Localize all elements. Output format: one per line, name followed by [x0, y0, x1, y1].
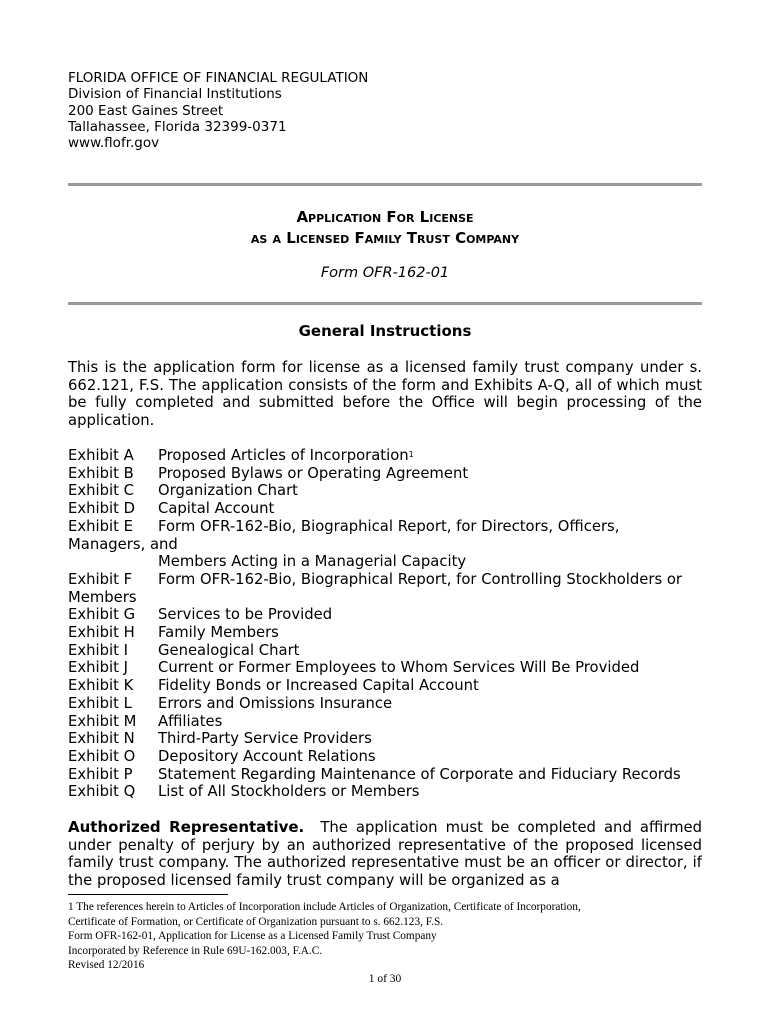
authorized-rep-heading: Authorized Representative. — [68, 819, 305, 836]
agency-name: FLORIDA OFFICE OF FINANCIAL REGULATION — [68, 70, 369, 86]
section-heading: General Instructions — [298, 322, 472, 340]
exhibit-text: Statement Regarding Maintenance of Corporate and Fiduciary Records — [158, 765, 681, 783]
exhibit-row — [68, 713, 222, 731]
exhibit-text: Form OFR-162-Bio, Biographical Report, for Controlling Stockholders or — [158, 570, 683, 588]
division-name: Division of Financial Institutions — [68, 86, 282, 103]
exhibit-text: Proposed Articles of Incorporation — [158, 447, 409, 464]
divider-top — [68, 183, 702, 186]
authorized-rep-paragraph — [68, 819, 702, 891]
exhibit-row — [68, 606, 332, 624]
exhibit-row — [68, 659, 639, 677]
exhibit-text: Errors and Omissions Insurance — [158, 694, 393, 712]
exhibit-row — [68, 695, 392, 713]
exhibit-label: Exhibit P — [68, 765, 133, 783]
exhibit-text: Affiliates — [158, 712, 223, 730]
divider-bottom — [68, 302, 702, 305]
exhibit-text: Capital Account — [158, 500, 275, 518]
exhibit-row — [68, 748, 376, 766]
exhibit-row — [68, 766, 681, 784]
exhibit-row — [68, 465, 468, 483]
exhibit-label: Exhibit A — [68, 447, 134, 464]
exhibit-wrap-line: Managers, and — [68, 535, 178, 553]
exhibit-text: List of All Stockholders or Members — [158, 783, 420, 801]
website-link[interactable]: www.flofr.gov — [68, 135, 160, 152]
exhibit-indent-line: Members Acting in a Managerial Capacity — [158, 553, 467, 571]
exhibit-label: Exhibit N — [68, 730, 135, 748]
footer-revised-date: Revised 12/2016 — [68, 959, 145, 971]
exhibit-label: Exhibit K — [68, 677, 134, 695]
city-state-zip: Tallahassee, Florida 32399-0371 — [68, 118, 287, 135]
form-title-line2: as a Licensed Family Trust Company — [250, 229, 520, 247]
exhibit-row — [68, 624, 279, 642]
exhibit-row — [68, 730, 372, 748]
exhibit-row — [68, 783, 419, 801]
exhibit-text: Proposed Bylaws or Operating Agreement — [158, 464, 469, 482]
exhibit-label: Exhibit J — [68, 659, 128, 677]
footnote-ref: 1 — [408, 450, 414, 459]
footnote-line: Certificate of Formation, or Certificate of Organization pursuant to s. 662.123, F.S. — [68, 915, 444, 928]
exhibit-text: Fidelity Bonds or Increased Capital Account — [158, 677, 479, 695]
exhibit-label: Exhibit D — [68, 500, 135, 518]
exhibit-row — [68, 571, 682, 589]
exhibit-wrap-line: Members — [68, 588, 137, 606]
exhibit-label: Exhibit O — [68, 747, 136, 765]
footer-rule-reference: Incorporated by Reference in Rule 69U-162.003, F.A.C. — [68, 944, 323, 957]
exhibit-row — [68, 642, 299, 660]
exhibit-row — [68, 447, 414, 465]
exhibit-row — [68, 677, 479, 695]
exhibit-text: Form OFR-162-Bio, Biographical Report, for Directors, Officers, — [158, 517, 620, 535]
exhibit-text: Family Members — [158, 624, 279, 641]
exhibit-label: Exhibit H — [68, 624, 135, 641]
intro-paragraph: This is the application form for license as a licensed family trust company under s. 662.121, F.S. The application consists of the form and Exhibits A-Q, all of which must be fully completed and submitted before the Office will begin processing of the application. — [68, 359, 702, 430]
exhibit-row — [68, 518, 619, 536]
exhibit-label: Exhibit L — [68, 694, 132, 712]
street-address: 200 East Gaines Street — [68, 102, 224, 119]
exhibit-text: Organization Chart — [158, 482, 298, 500]
exhibit-label: Exhibit C — [68, 482, 134, 500]
exhibit-label: Exhibit I — [68, 641, 128, 659]
exhibit-text: Services to be Provided — [158, 606, 333, 624]
exhibit-label: Exhibit Q — [68, 783, 136, 801]
exhibit-row — [68, 482, 298, 500]
footer-form-line: Form OFR-162-01, Application for License as a Licensed Family Trust Company — [68, 930, 437, 942]
footnote-line: 1 The references herein to Articles of Incorporation include Articles of Organization, Certificate of Incorporation, — [68, 901, 581, 913]
agency-header — [68, 70, 368, 151]
form-title-line1: Application For License — [296, 208, 474, 226]
exhibit-label: Exhibit M — [68, 712, 137, 730]
page-number: 1 of 30 — [368, 973, 402, 985]
exhibit-label: Exhibit F — [68, 570, 133, 588]
exhibit-text: Third-Party Service Providers — [158, 730, 372, 748]
exhibit-text: Genealogical Chart — [158, 641, 300, 659]
footnote-divider — [68, 894, 228, 895]
exhibit-text: Current or Former Employees to Whom Services Will Be Provided — [158, 659, 640, 677]
exhibit-label: Exhibit B — [68, 464, 134, 482]
form-number: Form OFR-162-01 — [320, 265, 450, 281]
exhibit-text: Depository Account Relations — [158, 747, 376, 765]
exhibit-row — [68, 500, 274, 518]
authorized-rep-text: The application must be completed and affirmed under penalty of perjury by an authorized representative of the proposed licensed family trust company. The authorized representative must be an officer or director, if the proposed licensed family trust company will be organized as a — [68, 819, 702, 890]
exhibit-label: Exhibit E — [68, 517, 133, 535]
exhibit-label: Exhibit G — [68, 606, 136, 624]
